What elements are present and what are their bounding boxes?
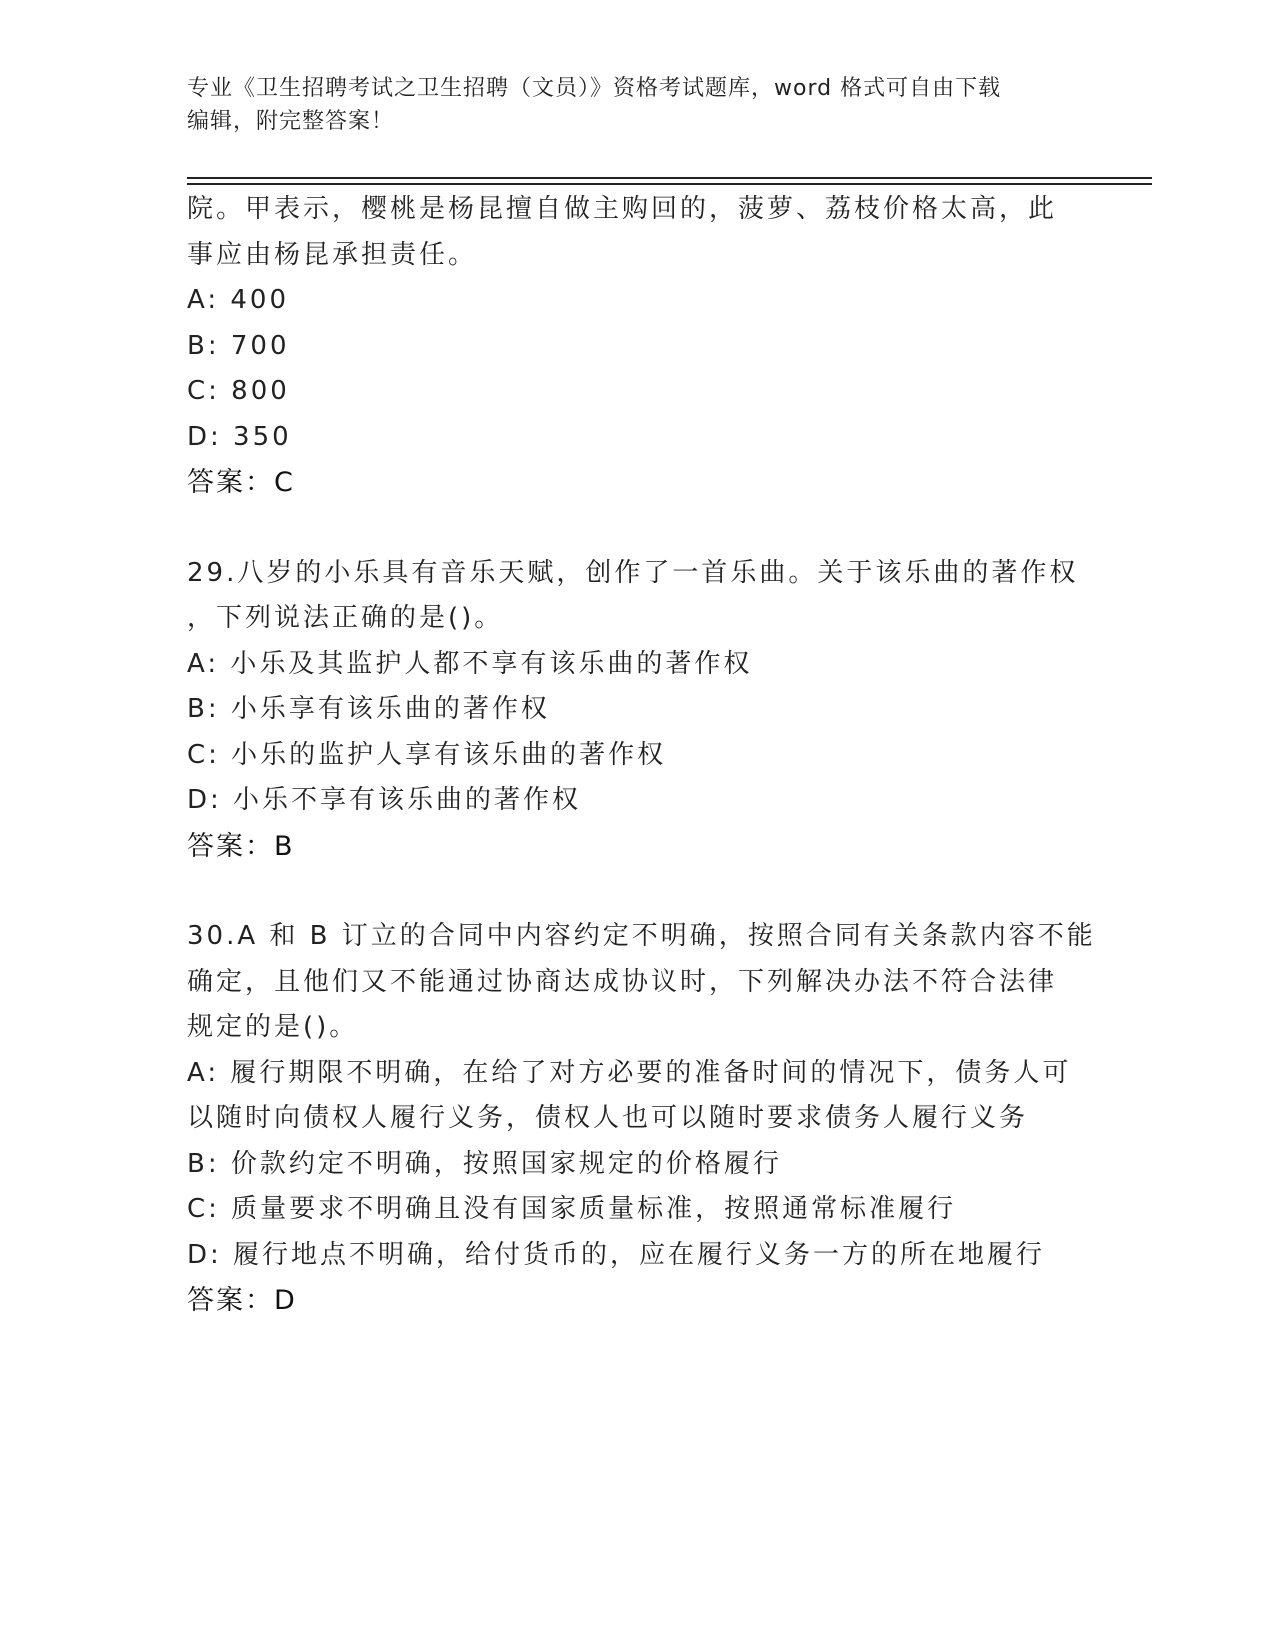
header-divider-top: [187, 177, 1152, 179]
answer-label: 答案：C: [187, 467, 295, 498]
option-c: C: 质量要求不明确且没有国家质量标准，按照通常标准履行: [187, 1194, 957, 1224]
header-line-1: 专业《卫生招聘考试之卫生招聘（文员）》资格考试题库，word 格式可自由下载: [187, 76, 1002, 101]
header-divider-bottom: [187, 183, 1152, 185]
option-d: D: 小乐不享有该乐曲的著作权: [187, 785, 582, 815]
option-b: B: 700: [187, 330, 290, 361]
question-30: [187, 914, 1096, 1324]
option-a: A: 小乐及其监护人都不享有该乐曲的著作权: [187, 648, 753, 679]
answer-label: 答案：B: [187, 830, 295, 862]
question-stem-line: 确定，且他们又不能通过协商达成协议时，下列解决办法不符合法律: [187, 966, 1058, 997]
header-line-2: 编辑，附完整答案！: [187, 109, 395, 134]
question-stem-line: 规定的是()。: [187, 1012, 359, 1042]
question-stem-line: 事应由杨昆承担责任。: [187, 239, 478, 270]
question-stem-line: 30.A 和 B 订立的合同中内容约定不明确，按照合同有关条款内容不能: [187, 921, 1096, 951]
option-d: D: 履行地点不明确，给付货币的，应在履行义务一方的所在地履行: [187, 1239, 1046, 1270]
option-c: C: 小乐的监护人享有该乐曲的著作权: [187, 739, 667, 770]
answer-label: 答案：D: [187, 1285, 297, 1316]
question-stem-line: ，下列说法正确的是()。: [187, 603, 504, 633]
spacer: [187, 869, 1087, 914]
document-body: [187, 187, 1096, 1324]
question-29: [187, 551, 1087, 870]
option-d: D: 350: [187, 421, 292, 452]
option-a: A: 400: [187, 285, 289, 315]
document-header: [187, 72, 1087, 138]
spacer: [187, 506, 1087, 551]
option-c: C: 800: [187, 376, 290, 406]
question-28-continued: [187, 187, 1087, 506]
question-stem-line: 29.八岁的小乐具有音乐天赋，创作了一首乐曲。关于该乐曲的著作权: [187, 557, 1079, 588]
option-b: B: 小乐享有该乐曲的著作权: [187, 694, 550, 724]
option-b: B: 价款约定不明确，按照国家规定的价格履行: [187, 1148, 782, 1179]
option-a: A: 履行期限不明确，在给了对方必要的准备时间的情况下，债务人可: [187, 1057, 1072, 1088]
option-a-continued: 以随时向债权人履行义务，债权人也可以随时要求债务人履行义务: [187, 1103, 1029, 1133]
question-stem-line: 院。甲表示，樱桃是杨昆擅自做主购回的，菠萝、荔枝价格太高，此: [187, 194, 1058, 224]
